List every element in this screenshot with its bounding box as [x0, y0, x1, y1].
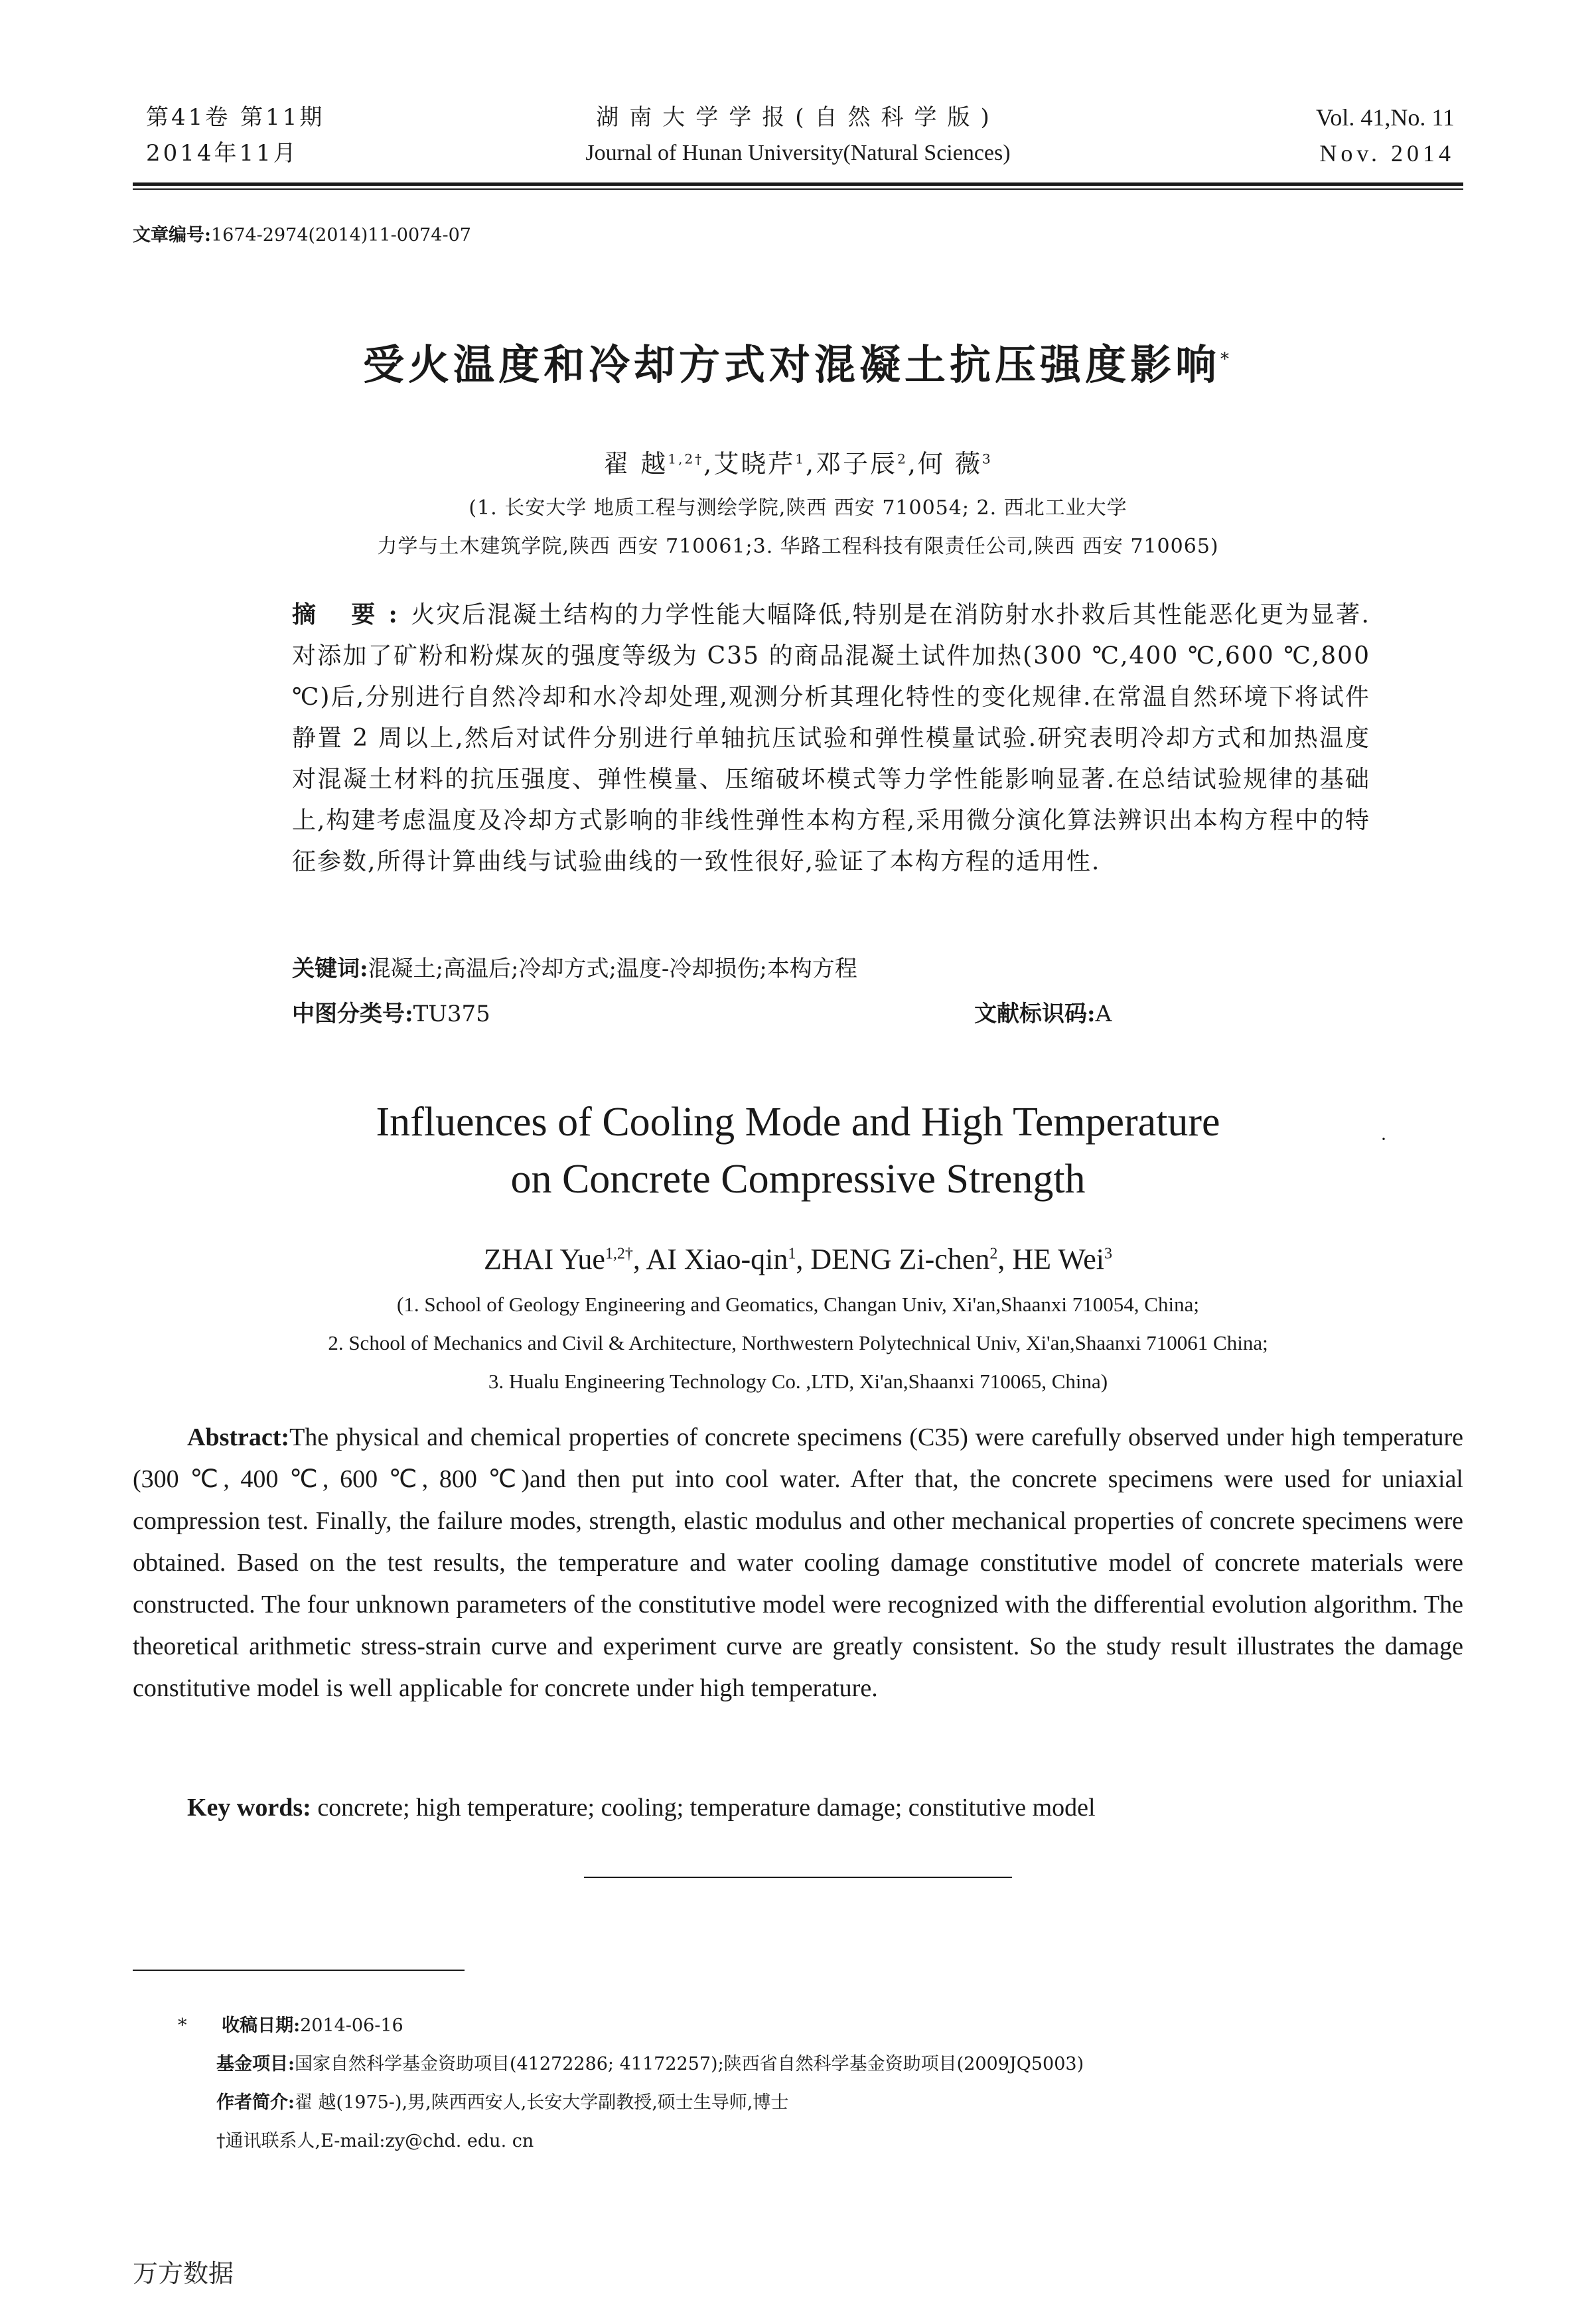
- abstract-en-label: Abstract:: [187, 1423, 290, 1451]
- received-date: 2014-06-16: [300, 2015, 403, 2036]
- abstract-cn-label: 摘 要:: [292, 601, 411, 628]
- author-cn: 邓子辰: [816, 449, 898, 478]
- author-cn: 艾晓芹: [713, 449, 796, 478]
- keywords-en-label: Key words:: [187, 1794, 311, 1822]
- author-cn-sup: 1,2†: [668, 451, 704, 467]
- document-code-label: 文献标识码:: [974, 1001, 1096, 1027]
- journal-name-en: Journal of Hunan University(Natural Sciences): [585, 141, 1011, 165]
- clc-value: TU375: [413, 1001, 490, 1027]
- keywords-cn: [292, 950, 857, 983]
- keywords-en: [187, 1793, 1096, 1822]
- affiliation-en-line: 2. School of Mechanics and Civil & Architecture, Northwestern Polytechnical Univ, Xi'an,Shaanxi 710061 China;: [328, 1331, 1268, 1354]
- affiliation-en-line: 3. Hualu Engineering Technology Co. ,LTD, Xi'an,Shaanxi 710065, China): [488, 1370, 1108, 1393]
- fund-label: 基金项目:: [216, 2054, 295, 2074]
- header-rule-thick: [133, 182, 1463, 186]
- author-en-sup: 2: [989, 1245, 998, 1263]
- author-en-sup: 1: [788, 1245, 796, 1263]
- author-bio-label: 作者简介:: [216, 2092, 295, 2113]
- affiliation-cn-line: (1. 长安大学 地质工程与测绘学院,陕西 西安 710054; 2. 西北工业大学: [469, 496, 1127, 520]
- footnote-fund: [216, 2049, 1084, 2075]
- article-number: [133, 220, 471, 246]
- section-divider: [584, 1877, 1012, 1878]
- date-cn: 2014年11月: [146, 140, 299, 167]
- author-cn: 何 薇: [917, 449, 983, 478]
- author-cn-sup: 2: [897, 451, 908, 467]
- author-cn-sup: 3: [982, 451, 993, 467]
- volume-en: Vol. 41,No. 11: [1315, 104, 1455, 131]
- document-code-value: A: [1095, 1001, 1112, 1027]
- fund-text: 国家自然科学基金资助项目(41272286; 41172257);陕西省自然科学基金资助项目(2009JQ5003): [294, 2054, 1084, 2074]
- header-rule-thin: [133, 188, 1463, 190]
- title-en-line: Influences of Cooling Mode and High Temperature: [376, 1100, 1220, 1145]
- title-cn: [0, 332, 1596, 391]
- title-footnote-mark: *: [1220, 349, 1233, 370]
- author-en: DENG Zi-chen: [810, 1243, 990, 1275]
- authors-cn: 翟 越$^{1,2\dagger}$,艾晓芹$^1$,邓子辰$^2$,何 薇$^3$: [603, 449, 993, 478]
- author-en-sup: 1,2†: [605, 1245, 633, 1263]
- abstract-en: [133, 1417, 1463, 1709]
- footnote-rule: [133, 1970, 465, 1971]
- author-cn: 翟 越: [603, 449, 668, 478]
- journal-name-cn: 湖南大学学报(自然科学版): [596, 104, 1000, 131]
- author-en: AI Xiao-qin: [646, 1243, 788, 1275]
- author-bio-text: 翟 越(1975-),男,陕西西安人,长安大学副教授,硕士生导师,博士: [294, 2092, 789, 2113]
- clc-number: [292, 995, 490, 1028]
- volume-en-block: [1316, 100, 1455, 171]
- author-en-sup: 3: [1104, 1245, 1112, 1263]
- affiliation-cn-line: 力学与土木建筑学院,陕西 西安 710061;3. 华路工程科技有限责任公司,陕西 西安 710065): [377, 535, 1219, 558]
- article-number-value: 1674-2974(2014)11-0074-07: [210, 225, 471, 246]
- abstract-cn-text: 火灾后混凝土结构的力学性能大幅降低,特别是在消防射水扑救后其性能恶化更为显著.对添加了矿粉和粉煤灰的强度等级为 C35 的商品混凝土试件加热(300 ℃,400 ℃,600 ℃,800 ℃)后,分别进行自然冷却和水冷却处理,观测分析其理化特性的变化规律.在常温自然环境下将试件静置 2 周以上,然后对试件分别进行单轴抗压试验和弹性模量试验.研究表明冷却方式和加热温度对混凝土材料的抗压强度、弹性模量、压缩破坏模式等力学性能影响显著.在总结试验规律的基础上,构建考虑温度及冷却方式影响的非线性弹性本构方程,采用微分演化算法辨识出本构方程中的特征参数,所得计算曲线与试验曲线的一致性很好,验证了本构方程的适用性.: [292, 601, 1370, 875]
- keywords-cn-text: 混凝土;高温后;冷却方式;温度-冷却损伤;本构方程: [368, 956, 857, 982]
- watermark: 万方数据: [133, 2259, 234, 2288]
- footnote-star: *: [178, 2015, 187, 2036]
- date-en: Nov. 2014: [1319, 140, 1455, 167]
- title-en-mark: ·: [1380, 1128, 1387, 1150]
- article-number-label: 文章编号:: [133, 225, 211, 246]
- clc-label: 中图分类号:: [292, 1001, 413, 1027]
- volume-issue: 第41卷 第11期: [146, 104, 325, 131]
- footnote-received: [178, 2011, 403, 2037]
- received-label: 收稿日期:: [222, 2015, 301, 2036]
- keywords-en-text: concrete; high temperature; cooling; temperature damage; constitutive model: [317, 1794, 1096, 1822]
- keywords-cn-label: 关键词:: [292, 956, 368, 982]
- title-en-line: on Concrete Compressive Strength: [510, 1157, 1086, 1202]
- abstract-en-text: The physical and chemical properties of concrete specimens (C35) were carefully observed under high temperature (300 ℃, 400 ℃, 600 ℃, 800 ℃)and then put into cool water. After that, the concrete specimens were used for uniaxial compression test. Finally, the failure modes, strength, elastic modulus and other mechanical properties of concrete specimens were obtained. Based on the test results, the temperature and water cooling damage constitutive model of concrete materials were constructed. The four unknown parameters of the constitutive model were recognized with the differential evolution algorithm. The theoretical arithmetic stress-strain curve and experiment curve are greatly consistent. So the study result illustrates the damage constitutive model is well applicable for concrete under high temperature.: [133, 1423, 1463, 1702]
- title-cn-text: 受火温度和冷却方式对混凝土抗压强度影响: [362, 340, 1220, 389]
- author-en: ZHAI Yue: [484, 1243, 605, 1275]
- abstract-cn: [292, 594, 1370, 883]
- authors-en: ZHAI Yue$^{1,2\dagger}$, AI Xiao-qin$^1$, DENG Zi-chen$^2$, HE Wei$^3$: [484, 1243, 1112, 1275]
- footnote-contact: †通讯联系人,E-mail:zy@chd. edu. cn: [216, 2131, 534, 2151]
- document-code: [974, 995, 1112, 1028]
- affiliation-en-line: (1. School of Geology Engineering and Geomatics, Changan Univ, Xi'an,Shaanxi 710054, China;: [397, 1293, 1199, 1316]
- author-cn-sup: 1: [795, 451, 806, 467]
- footnote-author: [216, 2088, 788, 2114]
- author-en: HE Wei: [1012, 1243, 1104, 1275]
- title-en: [0, 1094, 1596, 1208]
